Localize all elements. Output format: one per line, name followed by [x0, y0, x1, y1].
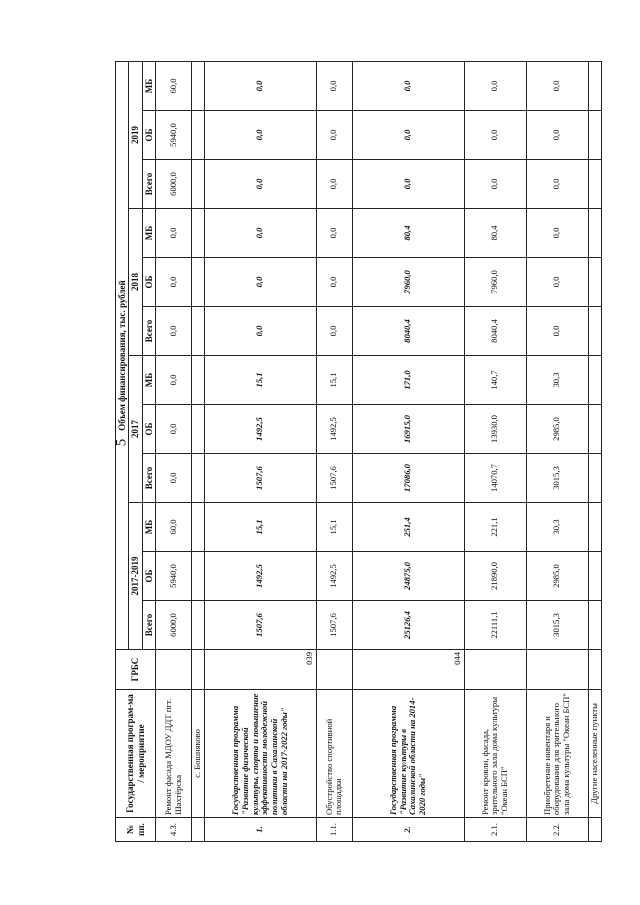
value-cell: 1492,5 — [204, 405, 316, 454]
value-cell: 30,3 — [526, 356, 588, 405]
value-cell: 14070,7 — [464, 454, 526, 503]
empty-cell — [588, 405, 601, 454]
value-cell: 0,0 — [156, 209, 192, 258]
value-cell: 7960,0 — [352, 258, 464, 307]
value-cell: 221,1 — [464, 503, 526, 552]
row-number: 2.2. — [526, 818, 588, 842]
empty-cell — [192, 650, 205, 690]
value-cell: 15,1 — [204, 503, 316, 552]
value-cell: 7960,0 — [464, 258, 526, 307]
value-cell: 5940,0 — [156, 552, 192, 601]
value-cell: 17086,0 — [352, 454, 464, 503]
value-cell: 0,0 — [352, 111, 464, 160]
value-cell: 0,0 — [156, 258, 192, 307]
value-cell: 80,4 — [464, 209, 526, 258]
section-title: Другие населенные пункты — [588, 690, 601, 818]
value-cell: 60,0 — [156, 503, 192, 552]
value-cell: 0,0 — [526, 209, 588, 258]
value-cell: 0,0 — [204, 111, 316, 160]
empty-cell — [588, 209, 601, 258]
empty-cell — [192, 356, 205, 405]
header-num: № пп. — [116, 818, 156, 842]
subheader: МБ — [142, 356, 155, 405]
value-cell: 140,7 — [464, 356, 526, 405]
empty-cell — [192, 503, 205, 552]
value-cell: 0,0 — [204, 61, 316, 110]
header-period: 2017 — [129, 356, 142, 503]
value-cell: 251,4 — [352, 503, 464, 552]
value-cell: 60,0 — [156, 61, 192, 110]
value-cell: 16915,0 — [352, 405, 464, 454]
value-cell: 0,0 — [204, 258, 316, 307]
value-cell: 22111,1 — [464, 601, 526, 650]
row-name: Обустройство спортивной площадки — [316, 690, 352, 818]
value-cell: 171,0 — [352, 356, 464, 405]
rotated-table-container — [115, 62, 599, 842]
value-cell: 0,0 — [464, 111, 526, 160]
subheader: Всего — [142, 307, 155, 356]
section-empty — [588, 818, 601, 842]
value-cell: 6000,0 — [156, 160, 192, 209]
value-cell: 0,0 — [204, 209, 316, 258]
value-cell: 0,0 — [316, 111, 352, 160]
header-grbs: ГРБС — [116, 650, 156, 690]
value-cell: 0,0 — [464, 160, 526, 209]
value-cell: 1492,5 — [204, 552, 316, 601]
empty-cell — [192, 601, 205, 650]
value-cell: 0,0 — [526, 307, 588, 356]
value-cell: 0,0 — [156, 307, 192, 356]
row-grbs — [316, 650, 352, 690]
value-cell: 0,0 — [526, 61, 588, 110]
subheader: ОБ — [142, 405, 155, 454]
empty-cell — [192, 454, 205, 503]
row-number: 2. — [352, 818, 464, 842]
empty-cell — [588, 552, 601, 601]
row-name: Государственная программа "Развитие физической культуры, спорта и повышение эффективности молодежной политики в Сахалинской области на 2017-2022 годы" — [204, 690, 316, 818]
row-grbs — [204, 650, 316, 690]
subheader: МБ — [142, 503, 155, 552]
table-row — [192, 61, 205, 841]
value-cell: 0,0 — [316, 307, 352, 356]
value-cell: 0,0 — [352, 160, 464, 209]
row-grbs — [352, 650, 464, 690]
value-cell: 1507,6 — [316, 454, 352, 503]
row-number: 2.1. — [464, 818, 526, 842]
table-body — [156, 61, 602, 841]
empty-cell — [192, 61, 205, 110]
empty-cell — [588, 307, 601, 356]
empty-cell — [588, 61, 601, 110]
empty-cell — [588, 111, 601, 160]
value-cell: 24875,0 — [352, 552, 464, 601]
subheader: МБ — [142, 61, 155, 110]
table-row — [316, 61, 352, 841]
empty-cell — [588, 258, 601, 307]
row-grbs — [526, 650, 588, 690]
row-name: Приобретение инвентаря и оборудования для зрительного зала дома культуры "Океан БСП" — [526, 690, 588, 818]
subheader: Всего — [142, 454, 155, 503]
value-cell: 0,0 — [316, 209, 352, 258]
empty-cell — [192, 160, 205, 209]
value-cell: 0,0 — [156, 356, 192, 405]
value-cell: 25126,4 — [352, 601, 464, 650]
empty-cell — [588, 650, 601, 690]
value-cell: 0,0 — [156, 405, 192, 454]
value-cell: 8040,4 — [464, 307, 526, 356]
value-cell: 1507,6 — [204, 601, 316, 650]
value-cell: 0,0 — [316, 258, 352, 307]
subheader: Всего — [142, 160, 155, 209]
header-period: 2017-2019 — [129, 503, 142, 650]
subheader: МБ — [142, 209, 155, 258]
value-cell: 3015,3 — [526, 454, 588, 503]
grbs-code: 044 — [452, 652, 463, 665]
financing-table — [115, 61, 602, 842]
table-row — [588, 61, 601, 841]
table-row — [352, 61, 464, 841]
page-number: 5 — [113, 438, 130, 447]
value-cell: 21890,0 — [464, 552, 526, 601]
header-name: Государственная програм-ма / мероприятие — [116, 690, 156, 818]
row-name: Ремонт кровли, фасада, зрительного зала дома культуры "Океан БСП" — [464, 690, 526, 818]
value-cell: 2985,0 — [526, 552, 588, 601]
value-cell: 6000,0 — [156, 601, 192, 650]
row-grbs — [464, 650, 526, 690]
empty-cell — [588, 601, 601, 650]
header-funding: Объем финансирования, тыс. рублей — [116, 61, 129, 649]
value-cell: 1507,6 — [204, 454, 316, 503]
value-cell: 1507,6 — [316, 601, 352, 650]
empty-cell — [192, 552, 205, 601]
empty-cell — [192, 111, 205, 160]
value-cell: 0,0 — [316, 61, 352, 110]
value-cell: 0,0 — [464, 61, 526, 110]
value-cell: 80,4 — [352, 209, 464, 258]
value-cell: 30,3 — [526, 503, 588, 552]
grbs-code: 039 — [304, 652, 315, 665]
row-number: 1. — [204, 818, 316, 842]
value-cell: 15,1 — [316, 503, 352, 552]
header-period: 2018 — [129, 209, 142, 356]
value-cell: 15,1 — [316, 356, 352, 405]
value-cell: 0,0 — [316, 160, 352, 209]
header-period: 2019 — [129, 61, 142, 208]
value-cell: 0,0 — [204, 160, 316, 209]
empty-cell — [588, 503, 601, 552]
value-cell: 2985,0 — [526, 405, 588, 454]
value-cell: 0,0 — [526, 111, 588, 160]
empty-cell — [588, 160, 601, 209]
empty-cell — [192, 209, 205, 258]
table-row — [464, 61, 526, 841]
row-number: 1.1. — [316, 818, 352, 842]
subheader: ОБ — [142, 258, 155, 307]
value-cell: 0,0 — [526, 160, 588, 209]
row-name: Ремонт фасада МДОУ ДДТ пгт. Шахтёрска — [156, 690, 192, 818]
value-cell: 0,0 — [204, 307, 316, 356]
value-cell: 0,0 — [352, 61, 464, 110]
value-cell: 0,0 — [156, 454, 192, 503]
table-row — [204, 61, 316, 841]
value-cell: 3015,3 — [526, 601, 588, 650]
section-title: с. Бошняково — [192, 690, 205, 818]
value-cell: 0,0 — [526, 258, 588, 307]
value-cell: 8040,4 — [352, 307, 464, 356]
row-number: 4.3. — [156, 818, 192, 842]
row-grbs — [156, 650, 192, 690]
subheader: ОБ — [142, 552, 155, 601]
empty-cell — [192, 307, 205, 356]
table-row — [526, 61, 588, 841]
value-cell: 13930,0 — [464, 405, 526, 454]
value-cell: 5940,0 — [156, 111, 192, 160]
table-row — [156, 61, 192, 841]
empty-cell — [192, 258, 205, 307]
value-cell: 15,1 — [204, 356, 316, 405]
section-empty — [192, 818, 205, 842]
empty-cell — [588, 356, 601, 405]
value-cell: 1492,5 — [316, 405, 352, 454]
subheader: Всего — [142, 601, 155, 650]
subheader: ОБ — [142, 111, 155, 160]
row-name: Государственная программа "Развитие культуры в Сахалинской области на 2014-2020 годы" — [352, 690, 464, 818]
empty-cell — [192, 405, 205, 454]
value-cell: 1492,5 — [316, 552, 352, 601]
empty-cell — [588, 454, 601, 503]
